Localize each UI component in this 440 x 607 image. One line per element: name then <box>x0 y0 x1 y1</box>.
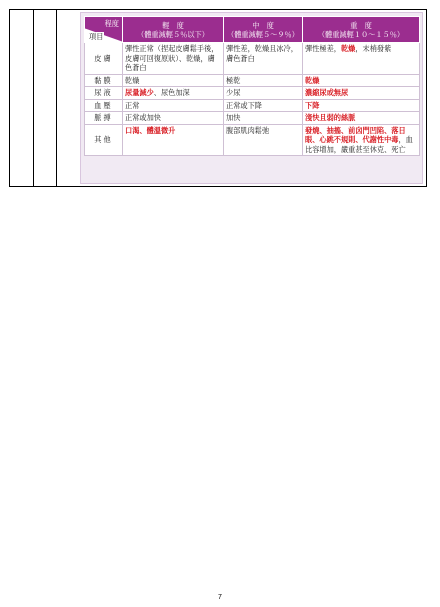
cell-text: ，血比容增加，嚴重甚至休克、死亡 <box>305 135 413 154</box>
table-cell <box>224 74 303 87</box>
cell-text: 、尿色加深 <box>153 88 190 97</box>
row-label: 其他 <box>85 124 123 156</box>
highlighted-text: 乾燥 <box>340 44 356 53</box>
highlighted-text: 口渴、體溫微升 <box>125 125 176 135</box>
table-cell <box>123 43 224 75</box>
highlighted-text: 乾燥 <box>305 75 320 85</box>
cell-text: 正常 <box>125 100 140 110</box>
cell-text: 腹部肌肉鬆弛 <box>226 125 270 135</box>
cell-text: 彈性極差， <box>305 44 341 53</box>
table-row <box>85 112 420 125</box>
table-cell <box>224 112 303 125</box>
table-cell <box>123 87 224 100</box>
table-cell <box>224 43 303 75</box>
row-label: 黏膜 <box>85 74 123 87</box>
row-label: 尿液 <box>85 87 123 100</box>
column-subtitle: （體重減輕１０～１５％） <box>317 29 405 39</box>
column-header-moderate <box>224 17 303 43</box>
page-number: 7 <box>218 594 222 601</box>
corner-label-item: 項目 <box>89 32 104 41</box>
column-title: 中 度 <box>252 20 274 30</box>
table-cell <box>224 99 303 112</box>
table-body <box>85 43 420 156</box>
column-title: 輕 度 <box>162 20 184 30</box>
cell-text: 少尿 <box>226 88 241 97</box>
corner-label-degree: 程度 <box>104 19 119 28</box>
cell-text: 加快 <box>226 113 241 122</box>
table-cell <box>303 43 420 75</box>
table-cell <box>123 112 224 125</box>
outer-cell-1 <box>10 10 34 187</box>
table-cell <box>123 124 224 156</box>
cell-text: 極乾 <box>226 75 241 85</box>
table-row <box>85 74 420 87</box>
column-subtitle: （體重減輕５～９％） <box>227 29 299 39</box>
header-row <box>85 17 420 43</box>
table-cell <box>303 124 420 156</box>
table-cell <box>303 74 420 87</box>
cell-text: 乾燥 <box>125 75 140 85</box>
table-row <box>85 124 420 156</box>
table-cell <box>123 74 224 87</box>
table-cell <box>303 87 420 100</box>
cell-text: 正常或加快 <box>125 113 161 122</box>
column-header-severe <box>303 17 420 43</box>
highlighted-text: 發燒、抽搐、前囟門凹陷、落日眼、心跳不規則、代謝性中毒 <box>305 125 406 144</box>
cell-text: 正常或下降 <box>226 100 262 110</box>
table-cell <box>224 87 303 100</box>
dehydration-severity-table <box>84 16 420 156</box>
cell-text: ，末梢發紫 <box>355 44 392 53</box>
table-row <box>85 87 420 100</box>
outer-cell-2 <box>34 10 57 187</box>
cell-text: 彈性正常（捏起皮膚鬆手後，皮膚可回復原狀）、乾燥，膚色蒼白 <box>125 44 219 72</box>
table-cell <box>303 99 420 112</box>
highlighted-text: 淺快且弱的絲脈 <box>305 113 356 122</box>
row-label: 血壓 <box>85 99 123 112</box>
corner-header <box>85 17 123 43</box>
cell-text: 彈性差，乾燥且冰冷，膚色蒼白 <box>226 44 298 63</box>
table-cell <box>123 99 224 112</box>
table-row <box>85 43 420 75</box>
highlighted-text: 下降 <box>305 100 320 110</box>
column-subtitle: （體重減輕５％以下） <box>137 29 209 39</box>
table-row <box>85 99 420 112</box>
highlighted-text: 濃縮尿或無尿 <box>305 88 349 97</box>
column-header-mild <box>123 17 224 43</box>
column-title: 重 度 <box>350 20 372 30</box>
row-label: 脈搏 <box>85 112 123 125</box>
table-cell <box>224 124 303 156</box>
table-cell <box>303 112 420 125</box>
dehydration-table-panel <box>80 12 423 184</box>
row-label: 皮膚 <box>85 43 123 75</box>
highlighted-text: 尿量減少 <box>125 88 154 97</box>
